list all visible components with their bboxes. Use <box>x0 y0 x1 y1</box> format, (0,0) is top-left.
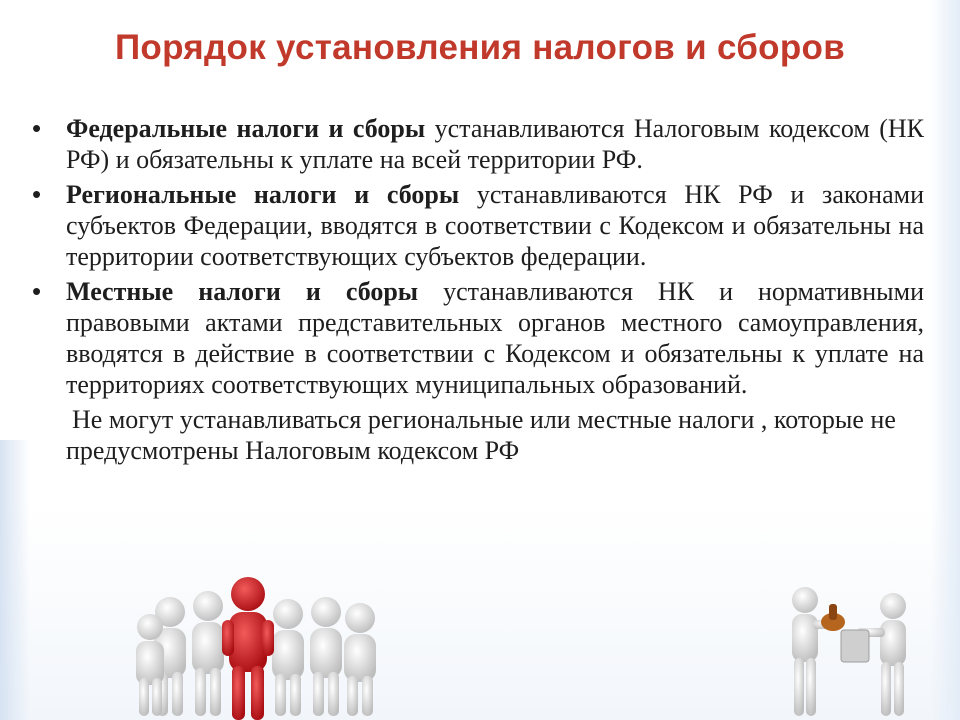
item-text: устанавливаются НК РФ и законами субъектов Федерации, вводятся в соответствии с Кодексом и обязательны на территории соответствующих субъектов федерации. <box>66 180 924 271</box>
closing-note: Не могут устанавливаться региональные или местные налоги , которые не предусмотрены Налоговым кодексом РФ <box>66 405 896 465</box>
two-figures-with-stamp-icon <box>775 580 925 720</box>
item-term: Федеральные налоги и сборы <box>66 114 426 143</box>
left-decoration <box>0 440 30 720</box>
item-term: Региональные налоги и сборы <box>66 180 460 209</box>
list-item-local <box>32 276 924 400</box>
group-of-people-with-red-leader-icon <box>130 572 390 720</box>
slide-content <box>32 113 924 466</box>
item-term: Местные налоги и сборы <box>66 277 419 306</box>
bullet: • <box>32 276 42 306</box>
bullet: • <box>32 113 42 143</box>
list-item-regional <box>32 179 924 272</box>
slide-title: Порядок установления налогов и сборов <box>114 28 846 67</box>
bullet: • <box>32 179 42 209</box>
right-decoration <box>930 0 960 720</box>
item-text: устанавливаются НК и нормативными правовыми актами представительных органов местного самоуправления, вводятся в действие в соответствии с Кодексом и обязательны к уплате на территориях соответствующих муниципальных образований. <box>66 277 924 399</box>
item-text: устанавливаются Налоговым кодексом (НК РФ) и обязательны к уплате на всей территории РФ. <box>66 114 925 174</box>
list-item-federal <box>32 113 924 175</box>
